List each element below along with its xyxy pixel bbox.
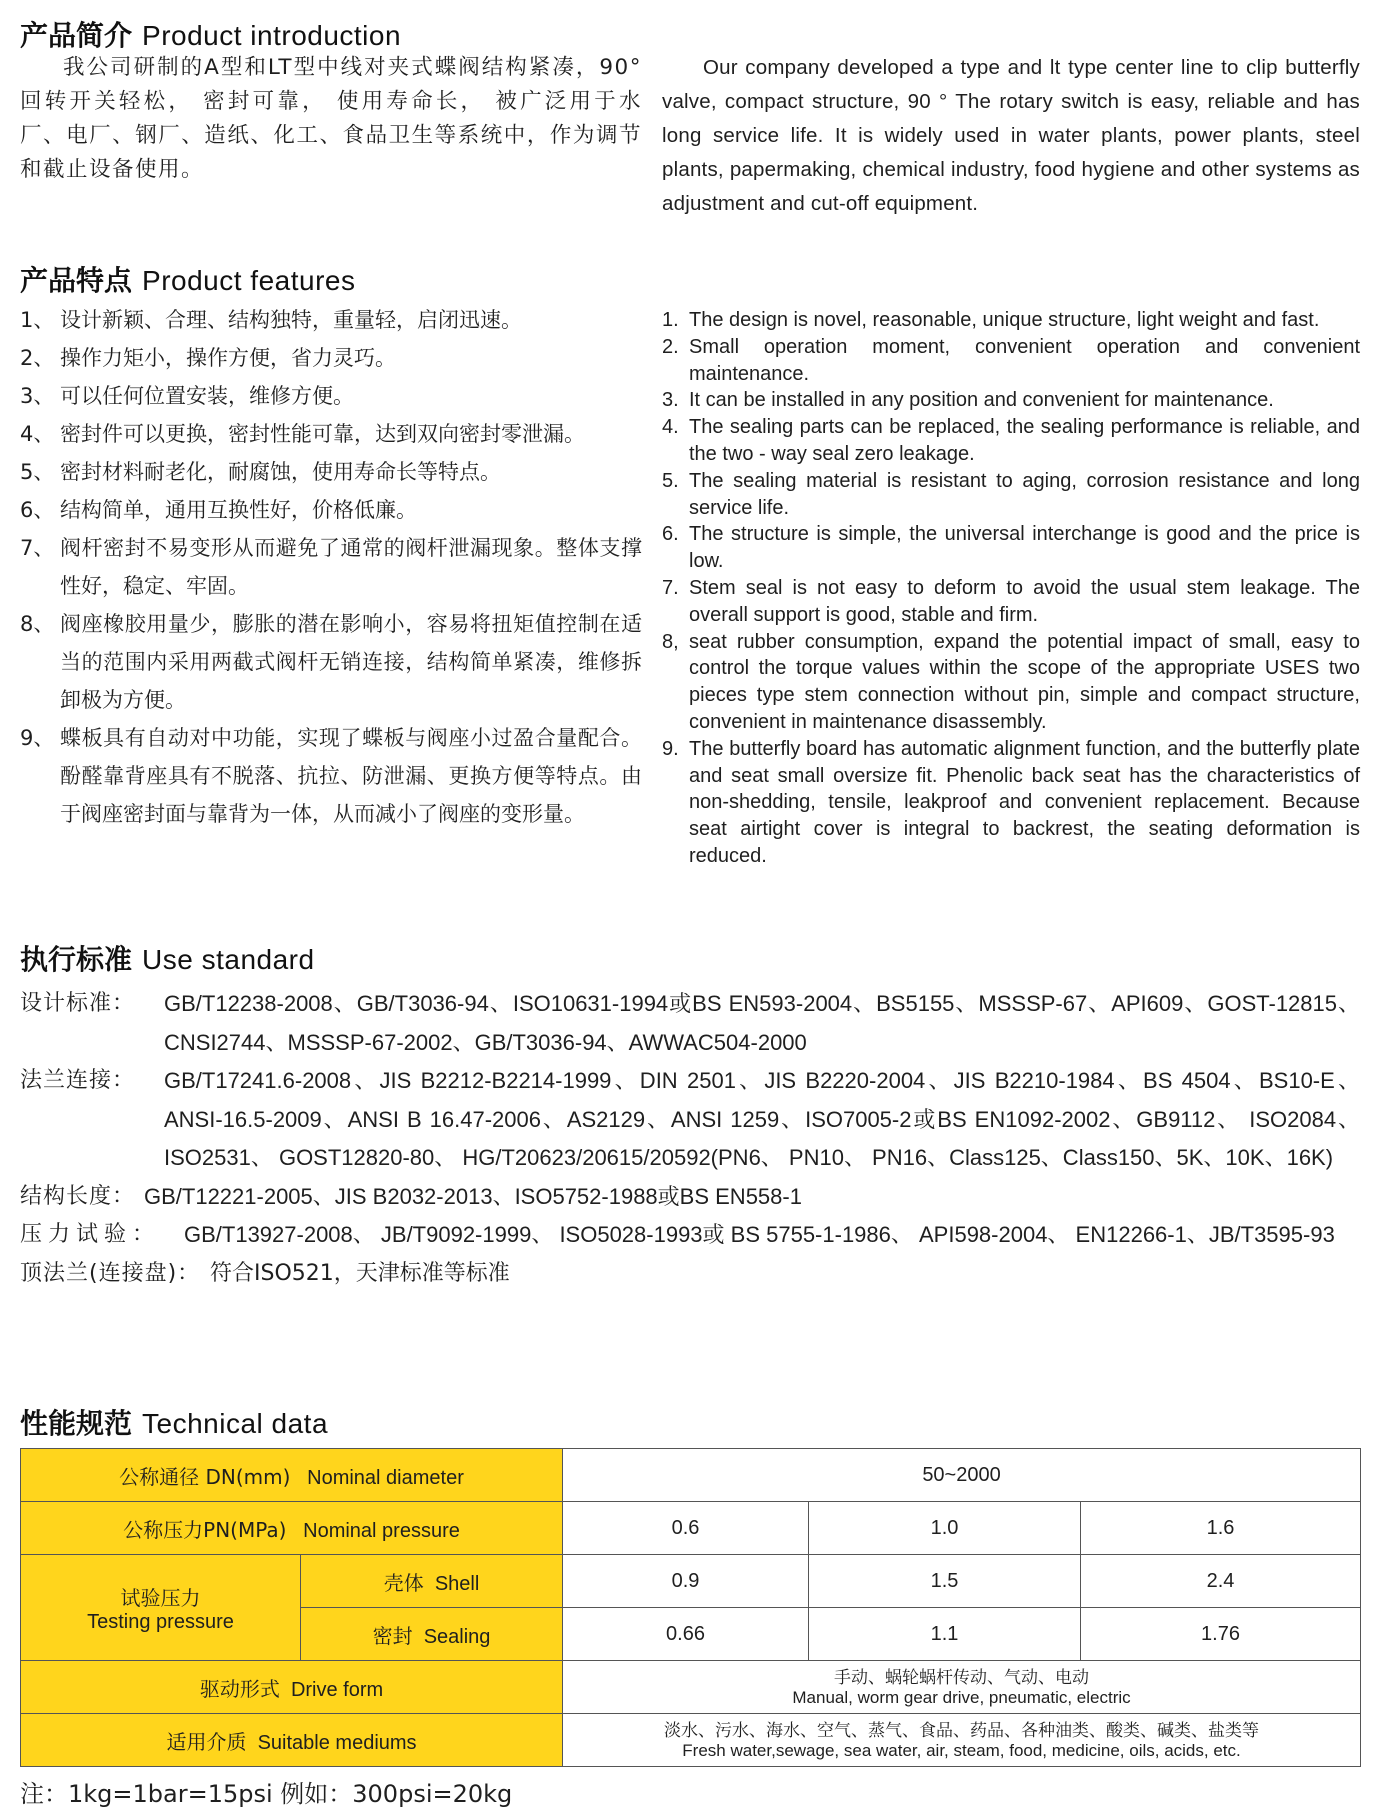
standards-title-cn: 执行标准 (20, 943, 133, 976)
feature-text: The sealing parts can be replaced, the sealing performance is reliable, and the two - way seal zero leakage. (689, 416, 1360, 465)
feature-item-en (662, 736, 1360, 870)
feature-item-cn (20, 453, 642, 491)
standards-title-en: Use standard (142, 944, 315, 975)
feature-num: 4、 (20, 422, 55, 446)
standard-row-flange (20, 1062, 1360, 1178)
sealing-value: 0.66 (563, 1608, 809, 1661)
feature-text: It can be installed in any position and convenient for maintenance. (689, 389, 1274, 412)
testing-pressure-label: 试验压力 Testing pressure (21, 1555, 301, 1661)
technical-data-table (20, 1448, 1361, 1767)
feature-num: 6. (662, 523, 679, 546)
standards-list (20, 985, 1360, 1293)
shell-value: 1.5 (809, 1555, 1081, 1608)
feature-item-cn (20, 529, 642, 605)
feature-text: 蝶板具有自动对中功能，实现了蝶板与阀座小过盈合量配合。酚醛靠背座具有不脱落、抗拉、防泄漏、更换方便等特点。由于阀座密封面与靠背为一体，从而减小了阀座的变形量。 (60, 726, 642, 826)
features-title (20, 259, 355, 299)
standard-label: 结构长度： (20, 1183, 136, 1209)
standard-label: 压力试验： (20, 1222, 161, 1247)
feature-text: The sealing material is resistant to aging, corrosion resistance and long service life. (689, 469, 1360, 519)
feature-num: 9. (662, 737, 679, 760)
feature-text: 阀杆密封不易变形从而避免了通常的阀杆泄漏现象。整体支撑性好，稳定、牢固。 (60, 536, 642, 598)
standard-value: GB/T13927-2008、 JB/T9092-1999、 ISO5028-1993或 BS 5755-1-1986、 API598-2004、 EN12266-1、JB/T3595-93 (184, 1222, 1335, 1247)
feature-text: 设计新颖、合理、结构独特，重量轻，启闭迅速。 (60, 308, 522, 332)
intro-text-cn: 我公司研制的A型和LT型中线对夹式蝶阀结构紧凑，90° 回转开关轻松， 密封可靠， 使用寿命长， 被广泛用于水厂、电厂、钢厂、造纸、化工、食品卫生等系统中，作为调节和截止设备使用。 (20, 55, 642, 182)
intro-title (20, 14, 401, 54)
feature-num: 7、 (20, 536, 55, 560)
standard-row-top-flange (20, 1255, 1360, 1294)
feature-item-cn (20, 719, 642, 833)
table-row-drive-form (21, 1661, 1361, 1714)
standard-label: 顶法兰(连接盘)： (20, 1260, 201, 1286)
feature-num: 2、 (20, 346, 55, 370)
feature-num: 6、 (20, 498, 55, 522)
feature-num: 1、 (20, 308, 55, 332)
feature-text: 阀座橡胶用量少，膨胀的潜在影响小，容易将扭矩值控制在适当的范围内采用两截式阀杆无销连接，结构简单紧凑，维修拆卸极为方便。 (60, 612, 642, 712)
feature-text: 密封件可以更换，密封性能可靠，达到双向密封零泄漏。 (60, 422, 585, 446)
features-title-cn: 产品特点 (20, 264, 133, 297)
features-list-cn (20, 301, 642, 833)
feature-num: 4. (662, 416, 679, 439)
feature-item-cn (20, 377, 642, 415)
feature-text: 密封材料耐老化，耐腐蚀，使用寿命长等特点。 (60, 460, 501, 484)
standard-row-design (20, 985, 1360, 1062)
standard-value: GB/T12238-2008、GB/T3036-94、ISO10631-1994或BS EN593-2004、BS5155、MSSSP-67、API609、GOST-12815、CNSI2744、MSSSP-67-2002、GB/T3036-94、AWWAC504-2000 (164, 991, 1360, 1055)
intro-title-cn: 产品简介 (20, 19, 133, 52)
technical-title-en: Technical data (142, 1408, 329, 1439)
feature-text: seat rubber consumption, expand the potential impact of small, easy to control the torque values within the scope of the appropriate USES two pieces type stem connection without pin, simple and compact structure, convenient in maintenance disassembly. (689, 630, 1360, 733)
feature-item-cn (20, 605, 642, 719)
standard-value: 符合ISO521，天津标准等标准 (210, 1260, 510, 1286)
feature-text: The butterfly board has automatic alignment function, and the butterfly plate and seat small oversize fit. Phenolic back seat has the characteristics of non-shedding, tensile, leakproof and convenient replacement. Because seat airtight cover is integral to backrest, the seating deformation is reduced. (689, 737, 1360, 867)
technical-title (20, 1402, 328, 1442)
shell-value: 0.9 (563, 1555, 809, 1608)
standard-value: GB/T12221-2005、JIS B2032-2013、ISO5752-1988或BS EN558-1 (144, 1183, 802, 1209)
feature-text: 可以任何位置安装，维修方便。 (60, 384, 354, 408)
feature-item-cn (20, 301, 642, 339)
table-row-nominal-diameter (21, 1449, 1361, 1502)
feature-item-cn (20, 415, 642, 453)
feature-item-cn (20, 491, 642, 529)
feature-num: 5、 (20, 460, 55, 484)
standards-title (20, 938, 315, 978)
nominal-pressure-value: 0.6 (563, 1502, 809, 1555)
feature-num: 3、 (20, 384, 55, 408)
sealing-label: 密封 Sealing (301, 1608, 563, 1661)
technical-title-cn: 性能规范 (20, 1407, 133, 1440)
feature-item-en (662, 521, 1360, 575)
feature-text: Stem seal is not easy to deform to avoid the usual stem leakage. The overall support is good, stable and firm. (689, 576, 1360, 626)
standard-value: GB/T17241.6-2008、JIS B2212-B2214-1999、DIN 2501、JIS B2220-2004、JIS B2210-1984、BS 4504、BS10-E、ANSI-16.5-2009、ANSI B 16.47-2006、AS2129、ANSI 1259、ISO7005-2或BS EN1092-2002、GB9112、 ISO2084、 ISO2531、 GOST12820-80、 HG/T20623/20615/20592(PN6、 PN10、 PN16、Class125、Class150、5K、10K、16K) (164, 1068, 1360, 1170)
feature-text: The design is novel, reasonable, unique structure, light weight and fast. (689, 309, 1320, 331)
sealing-value: 1.76 (1081, 1608, 1361, 1661)
feature-text: The structure is simple, the universal interchange is good and the price is low. (689, 523, 1360, 573)
feature-text: Small operation moment, convenient operation and convenient maintenance. (689, 335, 1360, 385)
nominal-diameter-label: 公称通径 DN(mm) Nominal diameter (21, 1449, 563, 1502)
shell-value: 2.4 (1081, 1555, 1361, 1608)
feature-num: 8, (662, 630, 679, 653)
features-title-en: Product features (142, 265, 356, 296)
nominal-pressure-value: 1.0 (809, 1502, 1081, 1555)
drive-form-label: 驱动形式 Drive form (21, 1661, 563, 1714)
drive-form-value: 手动、蜗轮蜗杆传动、气动、电动 Manual, worm gear drive, pneumatic, electric (563, 1661, 1361, 1714)
shell-label: 壳体 Shell (301, 1555, 563, 1608)
unit-note: 注：1kg=1bar=15psi 例如：300psi=20kg (20, 1780, 513, 1808)
feature-num: 5. (662, 469, 679, 492)
features-list-en (662, 307, 1360, 870)
feature-num: 7. (662, 576, 679, 599)
standard-label: 法兰连接： (20, 1068, 136, 1093)
feature-item-cn (20, 339, 642, 377)
intro-title-en: Product introduction (142, 20, 402, 51)
standard-row-length (20, 1178, 1360, 1217)
feature-item-en (662, 629, 1360, 736)
feature-text: 操作力矩小，操作方便，省力灵巧。 (60, 346, 396, 370)
standard-row-pressure-test (20, 1216, 1360, 1255)
suitable-mediums-label: 适用介质 Suitable mediums (21, 1714, 563, 1767)
intro-text-en-block (662, 51, 1360, 221)
sealing-value: 1.1 (809, 1608, 1081, 1661)
feature-num: 2. (662, 335, 679, 358)
feature-item-en (662, 387, 1360, 414)
feature-num: 8、 (20, 612, 55, 636)
intro-text-en: Our company developed a type and lt type center line to clip butterfly valve, compact structure, 90 ° The rotary switch is easy, reliable and has long service life. It is widely used in water plants, power plants, steel plants, papermaking, chemical industry, food hygiene and other systems as adjustment and cut-off equipment. (662, 56, 1360, 215)
suitable-mediums-value: 淡水、污水、海水、空气、蒸气、食品、药品、各种油类、酸类、碱类、盐类等 Fresh water,sewage, sea water, air, steam, food, medicine, oils, acids, etc. (563, 1714, 1361, 1767)
feature-num: 9、 (20, 726, 55, 750)
standard-label: 设计标准： (20, 991, 136, 1016)
feature-num: 1. (662, 309, 679, 331)
feature-item-en (662, 468, 1360, 522)
nominal-pressure-value: 1.6 (1081, 1502, 1361, 1555)
feature-text: 结构简单，通用互换性好，价格低廉。 (60, 498, 417, 522)
intro-text-cn-block (20, 51, 642, 187)
nominal-diameter-value: 50~2000 (563, 1449, 1361, 1502)
feature-item-en (662, 307, 1360, 334)
feature-item-en (662, 334, 1360, 388)
feature-item-en (662, 575, 1360, 629)
feature-item-en (662, 414, 1360, 468)
feature-num: 3. (662, 389, 679, 412)
nominal-pressure-label: 公称压力PN(MPa) Nominal pressure (21, 1502, 563, 1555)
table-row-suitable-mediums (21, 1714, 1361, 1767)
table-row-shell (21, 1555, 1361, 1608)
table-row-nominal-pressure (21, 1502, 1361, 1555)
